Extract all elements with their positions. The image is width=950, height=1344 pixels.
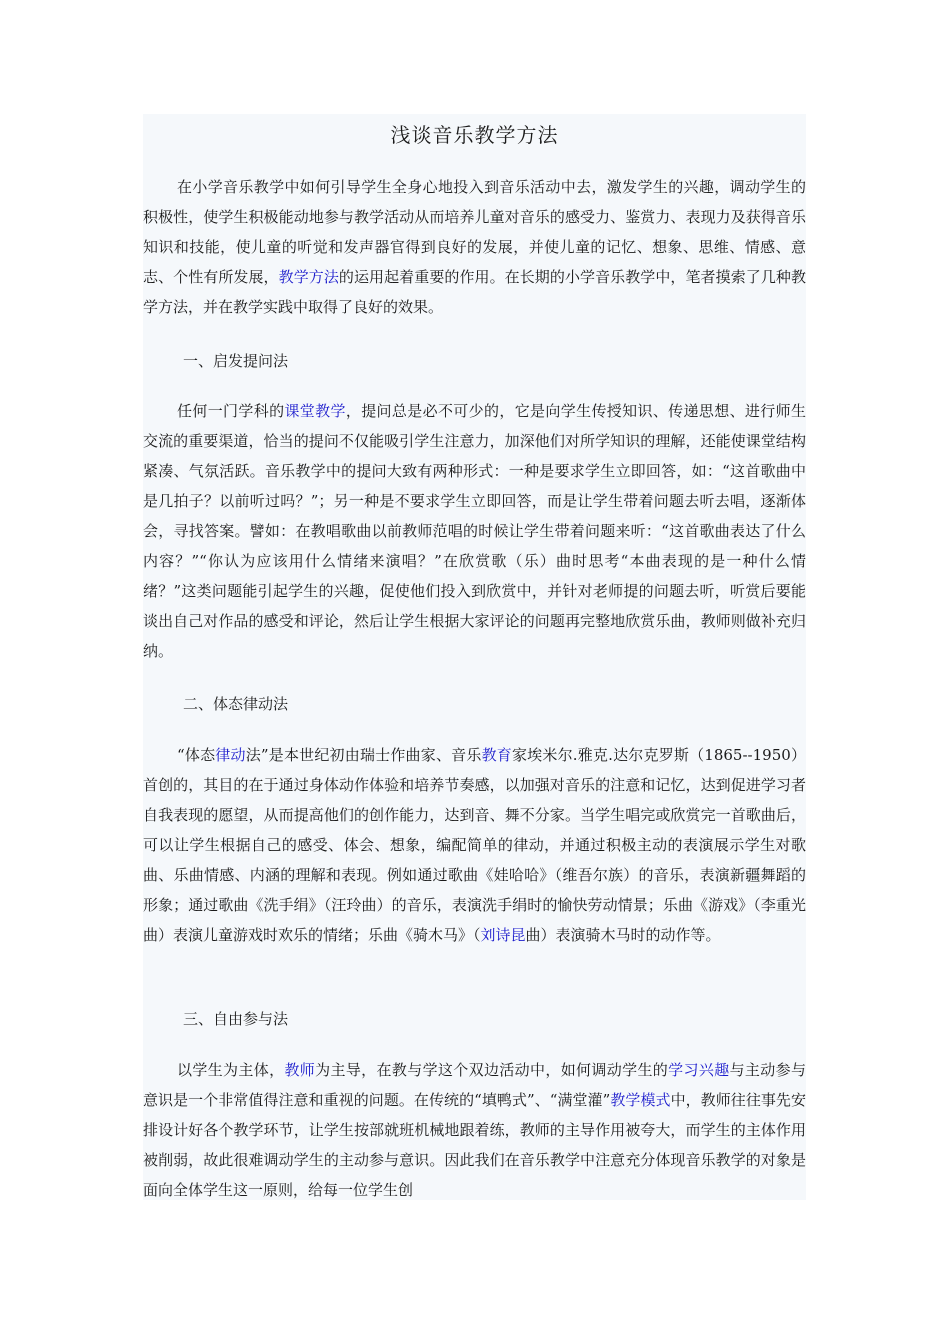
- text-run: 为主导，在教与学这个双边活动中，如何调动学生的: [315, 1061, 669, 1079]
- section-2-paragraph: [143, 740, 806, 950]
- text-run: 的运用起着重要的作用。在长期的小学音乐教学中，笔者摸索了几种教学方法，并在教学实践中取得了良好的效果。: [143, 268, 806, 316]
- section-heading-3: 三、自由参与法: [183, 1010, 289, 1028]
- text-run: 曲）表演骑木马时的动作等。: [525, 926, 721, 944]
- section-1-paragraph: [143, 396, 806, 666]
- link-liu-shikun[interactable]: 刘诗昆: [480, 926, 526, 944]
- link-teacher[interactable]: 教师: [284, 1061, 316, 1079]
- text-run: ，提问总是必不可少的，它是向学生传授知识、传递思想、进行师生交流的重要渠道，恰当的提问不仅能吸引学生注意力，加深他们对所学知识的理解，还能使课堂结构紧凑、气氛活跃。音乐教学中的提问大致有两种形式：一种是要求学生立即回答，如：“这首歌曲中是几拍子？以前听过吗？”；另一种是不要求学生立即回答，而是让学生带着问题去听去唱，逐渐体会，寻找答案。譬如：在教唱歌曲以前教师范唱的时候让学生带着问题来听：“这首歌曲表达了什么内容？”“你认为应该用什么情绪来演唱？”在欣赏歌（乐）曲时思考“本曲表现的是一种什么情绪？”这类问题能引起学生的兴趣，促使他们投入到欣赏中，并针对老师提的问题去听，听赏后要能谈出自己对作品的感受和评论，然后让学生根据大家评论的问题再完整地欣赏乐曲，教师则做补充归纳。: [143, 402, 806, 660]
- text-run: 家埃米尔.雅克.达尔克罗斯（1865--1950）首创的，其目的在于通过身体动作体验和培养节奏感，以加强对音乐的注意和记忆，达到促进学习者自我表现的愿望，从而提高他们的创作能力，达到音、舞不分家。当学生唱完或欣赏完一首歌曲后，可以让学生根据自己的感受、体会、想象，编配简单的律动，并通过积极主动的表演展示学生对歌曲、乐曲情感、内涵的理解和表现。例如通过歌曲《娃哈哈》（维吾尔族）的音乐，表演新疆舞蹈的形象；通过歌曲《洗手绢》（汪玲曲）的音乐，表演洗手绢时的愉快劳动情景；乐曲《游戏》（李重光曲）表演儿童游戏时欢乐的情绪；乐曲《骑木马》（: [143, 746, 806, 944]
- text-run: “体态: [177, 746, 216, 764]
- section-heading-1: 一、启发提问法: [183, 352, 289, 370]
- text-run: 以学生为主体，: [177, 1061, 285, 1079]
- link-classroom-teaching[interactable]: 课堂教学: [284, 402, 346, 420]
- link-teaching-methods[interactable]: 教学方法: [278, 268, 339, 286]
- text-run: 中，教师往往事先安排设计好各个教学环节，让学生按部就班机械地跟着练，教师的主导作用被夸大，而学生的主体作用被削弱，故此很难调动学生的主动参与意识。因此我们在音乐教学中注意充分体现音乐教学的对象是面向全体学生这一原则，给每一位学生创: [143, 1091, 806, 1199]
- text-run: 任何一门学科的: [177, 402, 285, 420]
- link-rhythm[interactable]: 律动: [215, 746, 246, 764]
- document-page: [143, 114, 806, 1200]
- text-run: 与主动参与意识是一个非常值得注意和重视的问题。在传统的“填鸭式”、“满堂灌”: [143, 1061, 806, 1109]
- link-learning-interest[interactable]: 学习兴趣: [668, 1061, 730, 1079]
- text-run: 法”是本世纪初由瑞士作曲家、音乐: [245, 746, 482, 764]
- link-education[interactable]: 教育: [481, 746, 512, 764]
- link-teaching-mode[interactable]: 教学模式: [610, 1091, 671, 1109]
- section-heading-2: 二、体态律动法: [183, 695, 289, 713]
- intro-paragraph: [143, 172, 806, 322]
- section-3-paragraph: [143, 1055, 806, 1200]
- text-run: 在小学音乐教学中如何引导学生全身心地投入到音乐活动中去，激发学生的兴趣，调动学生的积极性，使学生积极能动地参与教学活动从而培养儿童对音乐的感受力、鉴赏力、表现力及获得音乐知识和技能，使儿童的听觉和发声器官得到良好的发展，并使儿童的记忆、想象、思维、情感、意志、个性有所发展，: [143, 178, 806, 286]
- document-title: 浅谈音乐教学方法: [390, 123, 559, 147]
